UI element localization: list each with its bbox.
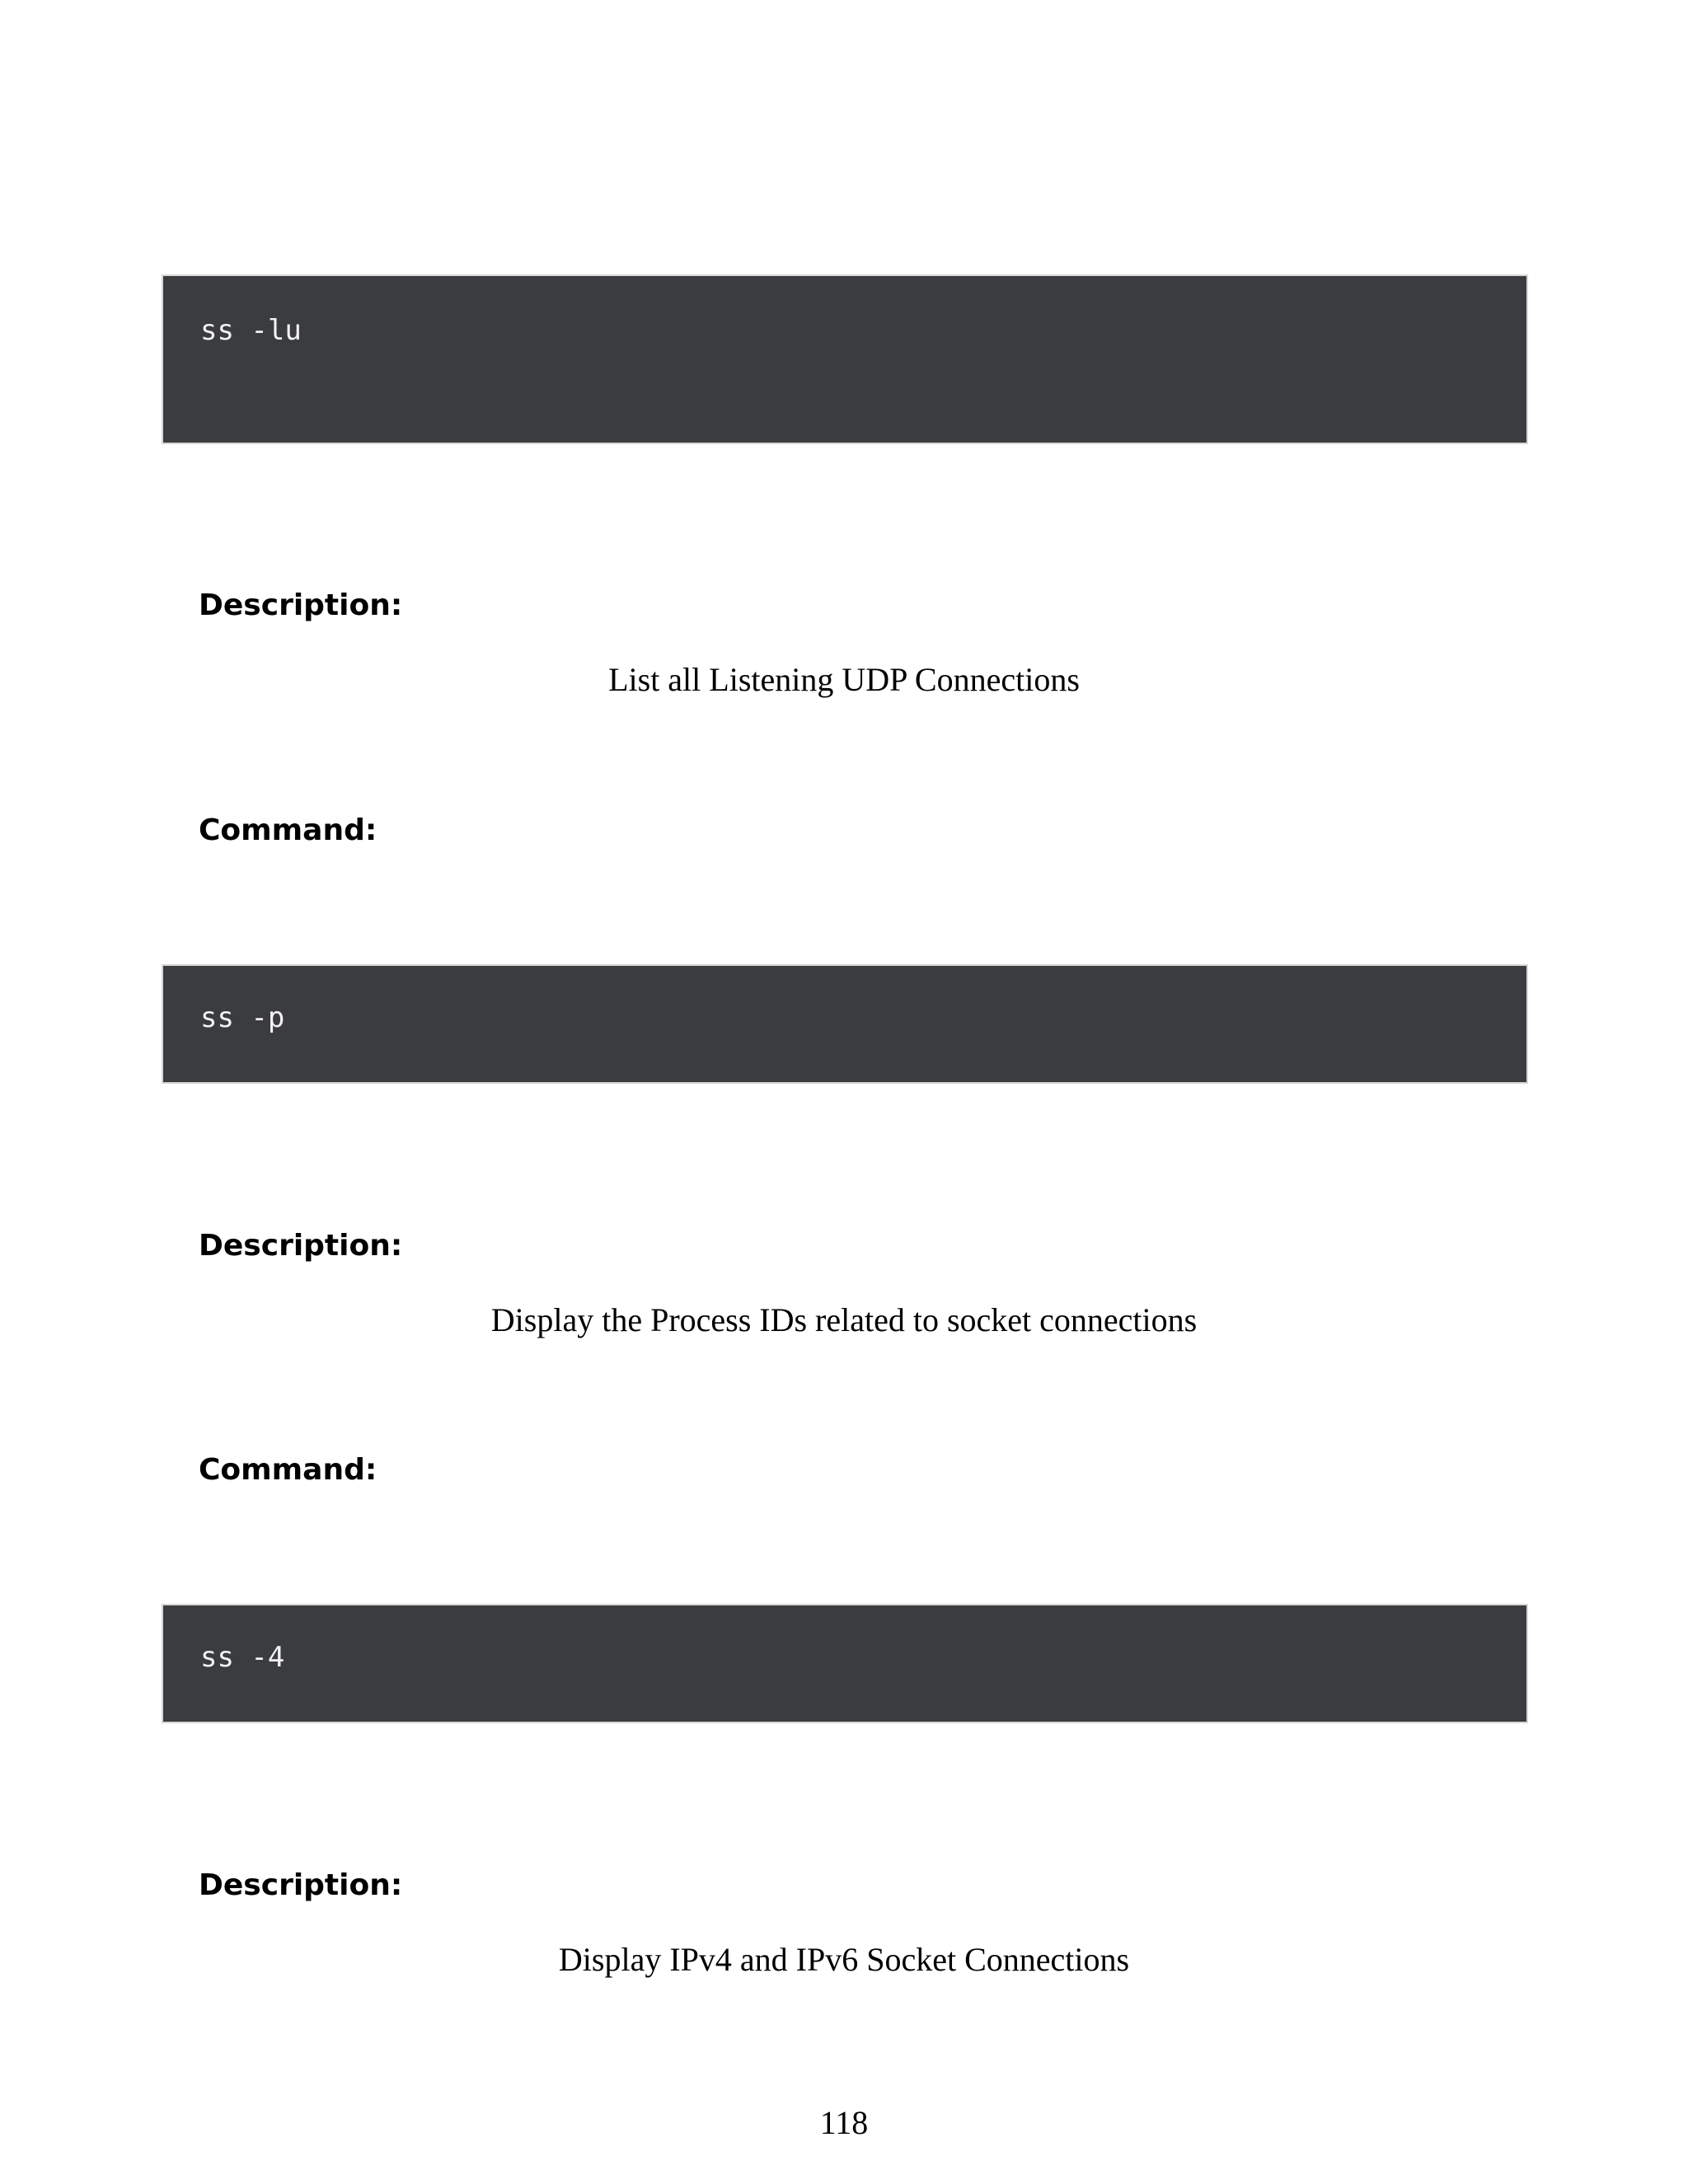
description-label: Description:: [199, 588, 403, 622]
command-label: Command:: [199, 1453, 377, 1487]
description-label: Description:: [199, 1868, 403, 1902]
description-text: Display IPv4 and IPv6 Socket Connections: [558, 1941, 1130, 1978]
description-label: Description:: [199, 1229, 403, 1263]
description-text: Display the Process IDs related to socket connections: [490, 1301, 1198, 1338]
code-block-ss-lu: [162, 274, 1528, 444]
code-command: ss -p: [200, 1001, 285, 1034]
code-block-ss-4: [162, 1604, 1528, 1723]
code-block-ss-p: [162, 964, 1528, 1084]
command-label: Command:: [199, 813, 377, 847]
description-text: List all Listening UDP Connections: [608, 661, 1080, 698]
page-number: 118: [819, 2104, 869, 2141]
code-command: ss -4: [200, 1641, 285, 1674]
code-command: ss -lu: [200, 314, 302, 347]
